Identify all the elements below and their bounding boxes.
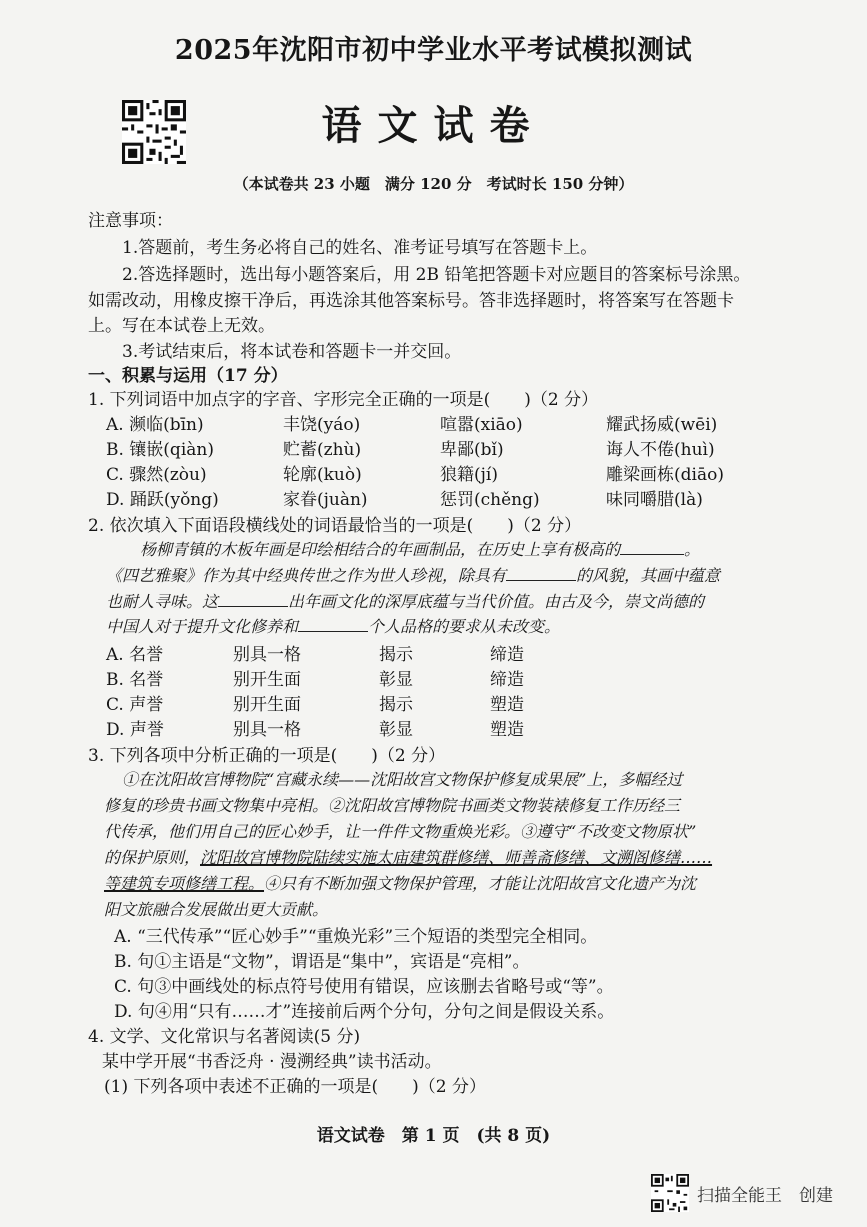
q2-option-b-2: 别开生面 [233,670,301,690]
q1-option-b-3: 卑鄙(bǐ) [440,440,504,460]
subject-title: 语文试卷 [321,102,546,149]
q1-option-b-4: 诲人不倦(huì) [606,440,715,460]
q2-option-d-3: 彰显 [379,720,413,740]
q1-option-d-4: 味同嚼腊(là) [606,490,703,510]
q1-option-c-4: 雕梁画栋(diāo) [606,465,724,485]
q2-option-c-2: 别开生面 [233,695,301,715]
answer-blank [620,538,684,555]
q1-option-b-1: B. 镶嵌(qiàn) [106,440,214,460]
notice-item: 上。写在本试卷上无效。 [88,316,275,336]
notice-item: 1.答题前，考生务必将自己的姓名、准考证号填写在答题卡上。 [122,238,598,258]
q1-option-d-2: 家眷(juàn) [283,490,368,510]
q1-option-c-2: 轮廓(kuò) [283,465,362,485]
q2-option-a-1: A. 名誉 [106,645,164,665]
page-footer: 语文试卷 第 1 页 (共 8 页) [316,1126,551,1146]
q2-passage-line [106,589,704,612]
q1-option-a-4: 耀武扬威(wēi) [606,415,718,435]
answer-blank [506,564,576,581]
q2-option-b-3: 彰显 [379,670,413,690]
q1-option-d-3: 惩罚(chěng) [440,490,540,510]
q3-underlined-text: 等建筑专项修缮工程。 [104,874,265,893]
answer-blank [218,590,288,607]
q2-passage-text: 中国人对于提升文化修养和 [106,617,299,636]
q3-underlined-text: 沈阳故宫博物院陆续实施太庙建筑群修缮、师善斋修缮、文溯阁修缮…… [200,848,713,867]
q2-option-a-2: 别具一格 [233,645,301,665]
q2-option-a-3: 揭示 [379,645,413,665]
watermark-text: 扫描全能王 创建 [697,1186,833,1206]
q2-option-d-4: 塑造 [490,720,524,740]
exam-title: 2025年沈阳市初中学业水平考试模拟测试 [174,35,693,66]
notice-item: 2.答选择题时，选出每小题答案后，用 2B 铅笔把答题卡对应题目的答案标号涂黑。 [122,265,751,285]
q3-passage-text: 的保护原则， [104,848,201,867]
q2-passage-line: 杨柳青镇的木板年画是印绘相结合的年画制品，在历史上享有极高的 。 [140,540,701,559]
notice-item: 如需改动，用橡皮擦干净后，再选涂其他答案标号。答非选择题时，将答案写在答题卡 [88,291,734,311]
answer-blank [298,615,368,632]
q2-option-d-1: D. 声誉 [106,720,164,740]
q4-intro: 某中学开展“书香泛舟 · 漫溯经典”读书活动。 [102,1052,442,1072]
q2-option-c-3: 揭示 [379,695,413,715]
notice-heading: 注意事项： [88,211,173,231]
q1-option-a-2: 丰饶(yáo) [283,415,361,435]
q3-option-b: B. 句①主语是“文物”，谓语是“集中”，宾语是“亮相”。 [114,952,530,972]
q1-option-a-1: A. 濒临(bīn) [106,415,204,435]
question-stem: 2. 依次填入下面语段横线处的词语最恰当的一项是( )（2 分） [88,516,582,536]
q1-option-d-1: D. 踊跃(yǒng) [106,490,219,510]
q2-option-d-2: 别具一格 [233,720,301,740]
q3-option-d: D. 句④用“只有……才”连接前后两个分句，分句之间是假设关系。 [114,1002,615,1022]
q3-passage-line: 阳文旅融合发展做出更大贡献。 [104,900,329,919]
q3-passage-line: 修复的珍贵书画文物集中亮相。②沈阳故宫博物院书画类文物装裱修复工作历经三 [104,796,681,815]
q2-passage-line [106,563,720,586]
q1-option-a-3: 喧嚣(xiāo) [440,415,523,435]
qr-code-icon [651,1174,689,1212]
q2-option-b-4: 缔造 [490,670,524,690]
q1-option-b-2: 贮蓄(zhù) [283,440,362,460]
q1-option-c-3: 狼籍(jí) [440,465,498,485]
question-stem: 3. 下列各项中分析正确的一项是( )（2 分） [88,746,446,766]
q2-passage-text: 个人品格的要求从未改变。 [368,617,561,636]
question-stem: 4. 文学、文化常识与名著阅读(5 分) [88,1027,361,1047]
question-stem: 1. 下列词语中加点字的字音、字形完全正确的一项是( )（2 分） [88,390,599,410]
q2-option-c-1: C. 声誉 [106,695,164,715]
q3-option-c: C. 句③中画线处的标点符号使用有错误，应该删去省略号或“等”。 [114,977,614,997]
q2-passage-text: 《四艺雅聚》作为其中经典传世之作为世人珍视，除具有 [106,566,507,585]
q3-passage-line: 代传承，他们用自己的匠心妙手，让一件件文物重焕光彩。③遵守“不改变文物原状” [104,822,697,841]
q3-passage-line: ①在沈阳故宫博物院“宫藏永续——沈阳故宫文物保护修复成果展”上，多幅经过 [122,770,683,789]
q3-passage-text: ④只有不断加强文物保护管理，才能让沈阳故宫文化遗产为沈 [264,874,697,893]
q3-option-a: A. “三代传承”“匠心妙手”“重焕光彩”三个短语的类型完全相同。 [114,927,598,947]
q2-option-c-4: 塑造 [490,695,524,715]
q4-subquestion: (1) 下列各项中表述不正确的一项是( )（2 分） [104,1077,486,1097]
q2-passage-text: 出年画文化的深厚底蕴与当代价值。由古及今，崇文尚德的 [288,592,705,611]
q2-passage-text: 也耐人寻味。这 [106,592,219,611]
exam-info: （本试卷共 23 小题 满分 120 分 考试时长 150 分钟） [233,175,634,193]
q3-passage-line [104,871,696,894]
q2-passage-text: 的风貌，其画中蕴意 [576,566,721,585]
q2-passage-line [106,614,560,637]
q2-passage-text: 杨柳青镇的木板年画是印绘相结合的年画制品，在历史上享有极高的 [140,540,621,559]
q2-option-b-1: B. 名誉 [106,670,164,690]
q2-option-a-4: 缔造 [490,645,524,665]
notice-item: 3.考试结束后，将本试卷和答题卡一并交回。 [122,342,462,362]
q3-passage-line [104,845,712,868]
q1-option-c-1: C. 骤然(zòu) [106,465,207,485]
section-heading: 一、积累与运用（17 分） [88,366,288,386]
